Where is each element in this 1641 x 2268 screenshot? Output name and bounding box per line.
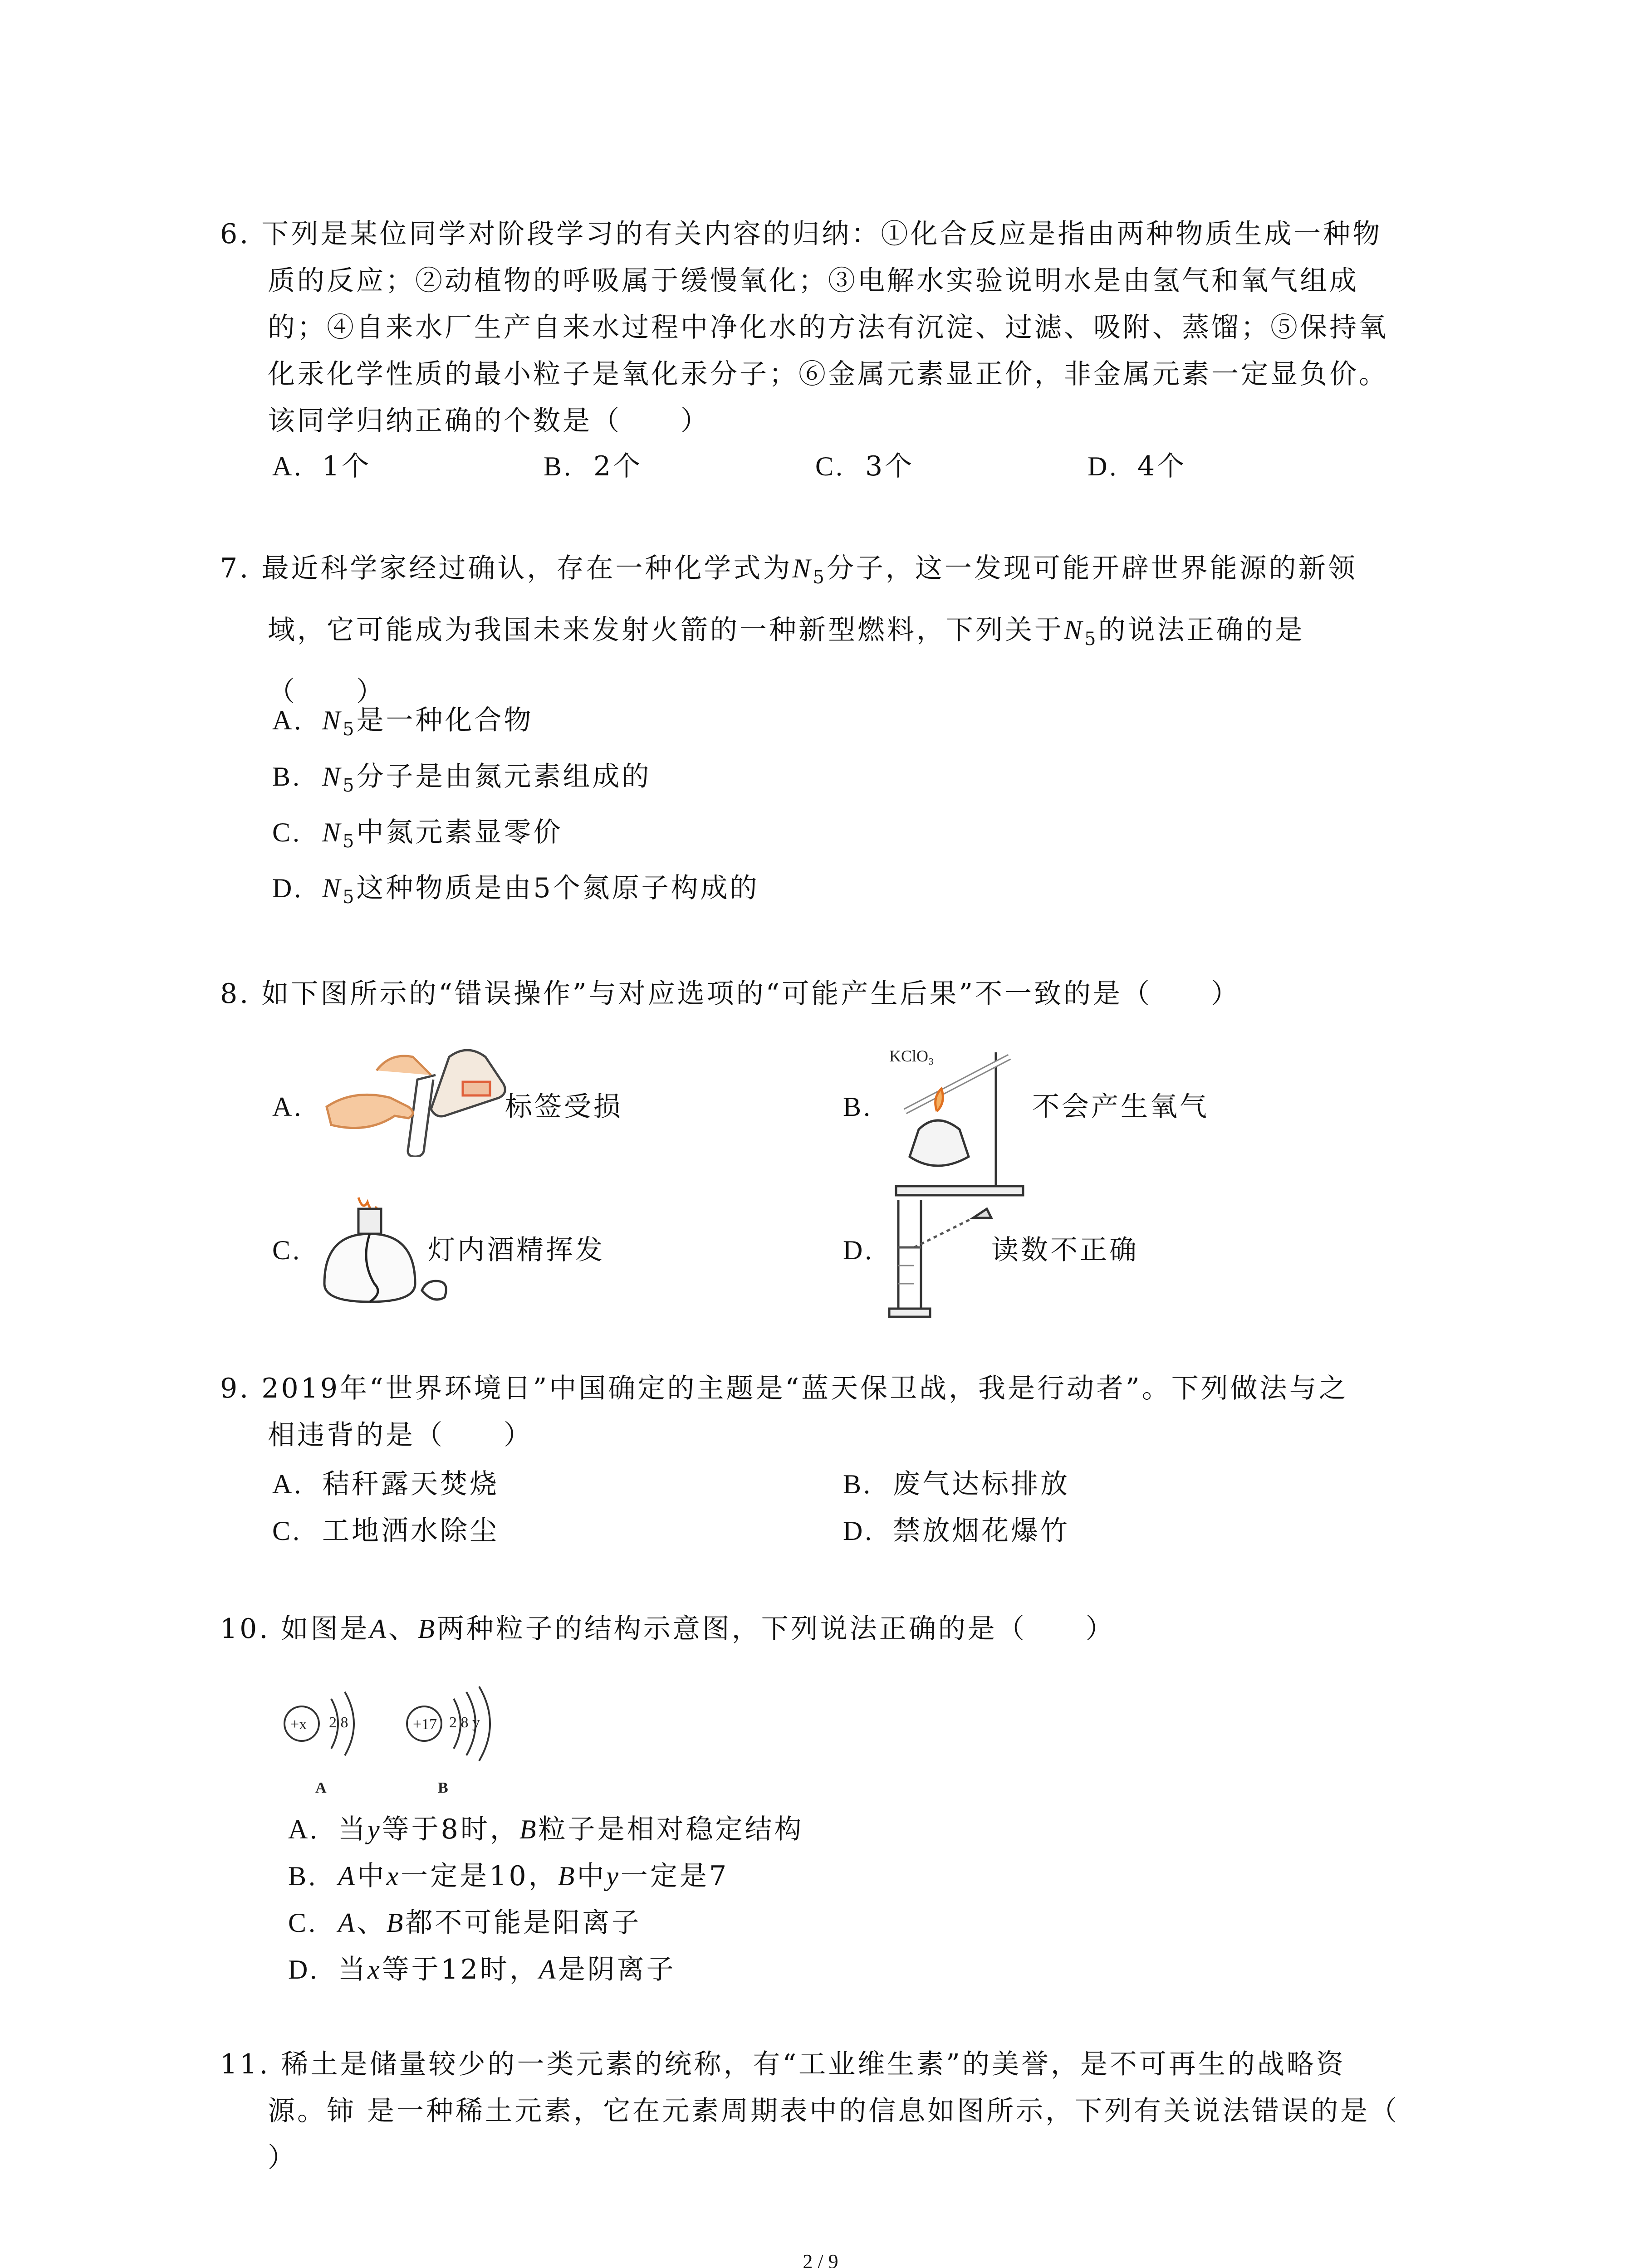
q7-option-a[interactable]: A. $N_5$是一种化合物: [272, 704, 534, 740]
q9-option-c[interactable]: C. 工地洒水除尘: [272, 1515, 499, 1547]
q8-option-a-label[interactable]: A.: [272, 1092, 304, 1122]
kclo3-label: KClO₃: [889, 1047, 934, 1065]
q9-line-2: 相违背的是（ ）: [268, 1419, 533, 1451]
b-label: B: [438, 1779, 448, 1796]
q7-option-d[interactable]: D. $N_5$这种物质是由5个氮原子构成的: [272, 872, 759, 908]
q8-option-c-label[interactable]: C.: [272, 1235, 302, 1265]
question-7: [220, 542, 1445, 718]
q8-option-d-text: 读数不正确: [991, 1234, 1139, 1266]
q9-line-1: 9. 2019年“世界环境日”中国确定的主题是“蓝天保卫战，我是行动者”。下列做法与之: [220, 1373, 1348, 1404]
q7-line-3: （ ）: [268, 676, 386, 708]
q9-option-d[interactable]: D. 禁放烟花爆竹: [843, 1515, 1070, 1547]
question-6: [220, 211, 1445, 445]
heating-test-tube-icon: [887, 1043, 1041, 1207]
page-number: 2 / 9: [803, 2250, 838, 2268]
question-9: [220, 1365, 1445, 1459]
atom-structure-diagram: [277, 1674, 531, 1801]
q10-stem: 10. 如图是A、B两种粒子的结构示意图，下列说法正确的是（ ）: [220, 1613, 1115, 1645]
q8-option-b-text: 不会产生氧气: [1032, 1091, 1209, 1123]
q7-line-2: 域，它可能成为我国未来发射火箭的一种新型燃料，下列关于$N_5$的说法正确的是: [268, 614, 1305, 650]
question-11: [220, 2041, 1472, 2181]
q9-option-a[interactable]: A. 秸秆露天焚烧: [272, 1468, 499, 1500]
q8-option-a-text: 标签受损: [505, 1091, 623, 1123]
q6-option-c[interactable]: C. 3个: [815, 450, 915, 482]
q8-stem: 8. 如下图所示的“错误操作”与对应选项的“可能产生后果”不一致的是（ ）: [220, 978, 1241, 1010]
q10-option-b[interactable]: B. A中x一定是10，B中y一定是7: [288, 1860, 729, 1892]
q6-option-a[interactable]: A. 1个: [272, 450, 372, 482]
q10-option-a[interactable]: A. 当y等于8时，B粒子是相对稳定结构: [288, 1813, 804, 1845]
q7-option-c[interactable]: C. $N_5$中氮元素显零价: [272, 816, 563, 852]
q11-line-1: 11. 稀土是储量较少的一类元素的统称，有“工业维生素”的美誉，是不可再生的战略资: [220, 2048, 1346, 2080]
b-shells: 2 8 y: [449, 1714, 480, 1731]
q6-line-4: 化汞化学性质的最小粒子是氧化汞分子；⑥金属元素显正价，非金属元素一定显负价。: [268, 358, 1388, 390]
q6-line-5: 该同学归纳正确的个数是（ ）: [268, 405, 710, 437]
question-10: [220, 1606, 1445, 1652]
b-nucleus: +17: [413, 1716, 437, 1733]
q11-line-2: 源。铈 是一种稀土元素，它在元素周期表中的信息如图所示，下列有关说法错误的是（: [268, 2095, 1400, 2127]
a-nucleus: +x: [290, 1716, 307, 1733]
q6-line-1: 6. 下列是某位同学对阶段学习的有关内容的归纳：①化合反应是指由两种物质生成一种物: [220, 218, 1382, 250]
q8-option-b-label[interactable]: B.: [843, 1092, 873, 1122]
q6-line-3: 的；④自来水厂生产自来水过程中净化水的方法有沉淀、过滤、吸附、蒸馏；⑤保持氧: [268, 312, 1388, 343]
q10-option-c[interactable]: C. A、B都不可能是阳离子: [288, 1907, 642, 1939]
a-label: A: [315, 1779, 327, 1796]
q6-option-d[interactable]: D. 4个: [1087, 450, 1187, 482]
q6-option-b[interactable]: B. 2个: [544, 450, 643, 482]
graduated-cylinder-icon: [887, 1198, 1005, 1320]
q9-option-b[interactable]: B. 废气达标排放: [843, 1468, 1070, 1500]
q6-line-2: 质的反应；②动植物的呼吸属于缓慢氧化；③电解水实验说明水是由氢气和氧气组成: [268, 265, 1359, 297]
q11-line-3: ）: [268, 2142, 297, 2174]
q7-option-b[interactable]: B. $N_5$分子是由氮元素组成的: [272, 761, 652, 796]
a-shells: 2 8: [329, 1714, 348, 1731]
q8-option-c-text: 灯内酒精挥发: [428, 1234, 605, 1266]
pouring-liquid-icon: [313, 1039, 531, 1157]
q8-option-d-label[interactable]: D.: [843, 1235, 874, 1265]
q10-option-d[interactable]: D. 当x等于12时，A是阴离子: [288, 1954, 676, 1985]
question-8: [220, 971, 1445, 1017]
q7-line-1: 7. 最近科学家经过确认，存在一种化学式为$N_5$分子，这一发现可能开辟世界能源的新领: [220, 552, 1357, 588]
